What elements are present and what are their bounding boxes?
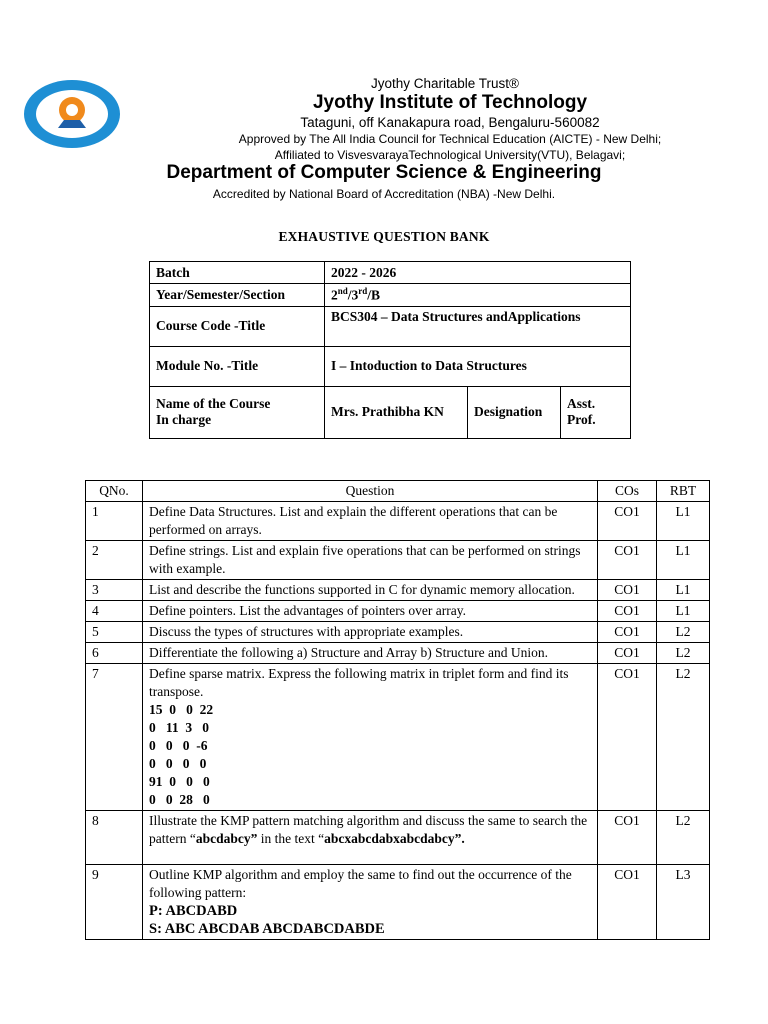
matrix-row: 15 0 0 22 — [149, 702, 214, 717]
rbt-cell: L2 — [657, 643, 710, 664]
incharge-label — [150, 386, 325, 438]
rbt-cell: L1 — [657, 580, 710, 601]
co-cell: CO1 — [598, 541, 657, 580]
incharge-label-line-2: In charge — [156, 412, 212, 427]
question-cell — [143, 811, 598, 865]
string-line: S: ABC ABCDAB ABCDABCDABDE — [149, 921, 385, 937]
kmp-search-text: abcxabcdabxabcdabcy”. — [324, 831, 465, 846]
incharge-label-line-1: Name of the Course — [156, 396, 271, 411]
qno-cell: 8 — [86, 811, 143, 865]
trust-name: Jyothy Charitable Trust® — [370, 76, 519, 91]
question-text-mid: in the text “ — [257, 831, 325, 846]
rbt-header: RBT — [657, 481, 710, 502]
affiliation-line: Affiliated to VisvesvarayaTechnological University(VTU), Belagavi; — [274, 148, 626, 162]
course-label: Course Code -Title — [150, 306, 325, 346]
matrix-row: 0 0 0 -6 — [149, 738, 208, 753]
qno-header: QNo. — [86, 481, 143, 502]
question-text: Illustrate the KMP pattern matching algorithm and discuss the same to search the pattern “ — [149, 813, 588, 846]
institute-name: Jyothy Institute of Technology — [312, 92, 588, 113]
question-cell: List and describe the functions supported in C for dynamic memory allocation. — [143, 580, 598, 601]
rbt-cell: L1 — [657, 502, 710, 541]
matrix-row: 0 0 28 0 — [149, 792, 210, 807]
institute-address: Tataguni, off Kanakapura road, Bengaluru-560082 — [300, 115, 600, 130]
pattern-line: P: ABCDABD — [149, 903, 238, 919]
rbt-cell: L3 — [657, 865, 710, 940]
table-row — [86, 643, 710, 664]
table-row — [86, 541, 710, 580]
qno-cell: 7 — [86, 664, 143, 811]
question-cell: Define pointers. List the advantages of pointers over array. — [143, 601, 598, 622]
table-row — [86, 601, 710, 622]
table-row — [86, 622, 710, 643]
course-value: BCS304 – Data Structures andApplications — [325, 306, 631, 346]
table-row — [86, 580, 710, 601]
co-cell: CO1 — [598, 865, 657, 940]
co-cell: CO1 — [598, 811, 657, 865]
module-value: I – Intoduction to Data Structures — [325, 346, 631, 386]
sparse-matrix — [149, 701, 591, 809]
module-label: Module No. -Title — [150, 346, 325, 386]
co-cell: CO1 — [598, 643, 657, 664]
accreditation-line: Accredited by National Board of Accreditation (NBA) -New Delhi. — [212, 187, 556, 201]
rbt-cell: L2 — [657, 664, 710, 811]
cos-header: COs — [598, 481, 657, 502]
rbt-cell: L1 — [657, 541, 710, 580]
kmp-pattern: abcdabcy” — [195, 831, 258, 846]
co-cell: CO1 — [598, 622, 657, 643]
question-cell: Define Data Structures. List and explain the different operations that can be performed on arrays. — [143, 502, 598, 541]
question-text: Define sparse matrix. Express the following matrix in triplet form and find its transpose. — [149, 666, 569, 699]
question-cell — [143, 865, 598, 940]
designation-line-2: Prof. — [567, 412, 596, 427]
question-table — [85, 480, 710, 940]
designation-value — [561, 386, 631, 438]
question-cell: Define strings. List and explain five operations that can be performed on strings with example. — [143, 541, 598, 580]
qno-cell: 2 — [86, 541, 143, 580]
document-title: EXHAUSTIVE QUESTION BANK — [278, 229, 490, 244]
question-table-header — [86, 481, 710, 502]
batch-label: Batch — [150, 262, 325, 284]
co-cell: CO1 — [598, 580, 657, 601]
co-cell: CO1 — [598, 664, 657, 811]
matrix-row: 0 0 0 0 — [149, 756, 207, 771]
batch-value: 2022 - 2026 — [325, 262, 631, 284]
table-row — [86, 502, 710, 541]
table-row — [86, 865, 710, 940]
year-value: 2nd/3rd/B — [325, 284, 631, 307]
department-name: Department of Computer Science & Engineering — [166, 162, 602, 183]
co-cell: CO1 — [598, 601, 657, 622]
question-cell: Discuss the types of structures with appropriate examples. — [143, 622, 598, 643]
table-row — [86, 811, 710, 865]
rbt-cell: L1 — [657, 601, 710, 622]
course-info-table — [149, 261, 631, 439]
year-label: Year/Semester/Section — [150, 284, 325, 307]
question-cell — [143, 664, 598, 811]
incharge-value: Mrs. Prathibha KN — [325, 386, 468, 438]
qno-cell: 3 — [86, 580, 143, 601]
qno-cell: 4 — [86, 601, 143, 622]
qno-cell: 6 — [86, 643, 143, 664]
question-text: Outline KMP algorithm and employ the same to find out the occurrence of the following pattern: — [149, 867, 572, 900]
designation-label: Designation — [468, 386, 561, 438]
qno-cell: 5 — [86, 622, 143, 643]
qno-cell: 1 — [86, 502, 143, 541]
designation-line-1: Asst. — [567, 396, 596, 411]
matrix-row: 0 11 3 0 — [149, 720, 210, 735]
question-cell: Differentiate the following a) Structure and Array b) Structure and Union. — [143, 643, 598, 664]
approval-line: Approved by The All India Council for Technical Education (AICTE) - New Delhi; — [238, 132, 662, 146]
co-cell: CO1 — [598, 502, 657, 541]
qno-cell: 9 — [86, 865, 143, 940]
rbt-cell: L2 — [657, 811, 710, 865]
table-row — [86, 664, 710, 811]
matrix-row: 91 0 0 0 — [149, 774, 210, 789]
rbt-cell: L2 — [657, 622, 710, 643]
question-header: Question — [143, 481, 598, 502]
